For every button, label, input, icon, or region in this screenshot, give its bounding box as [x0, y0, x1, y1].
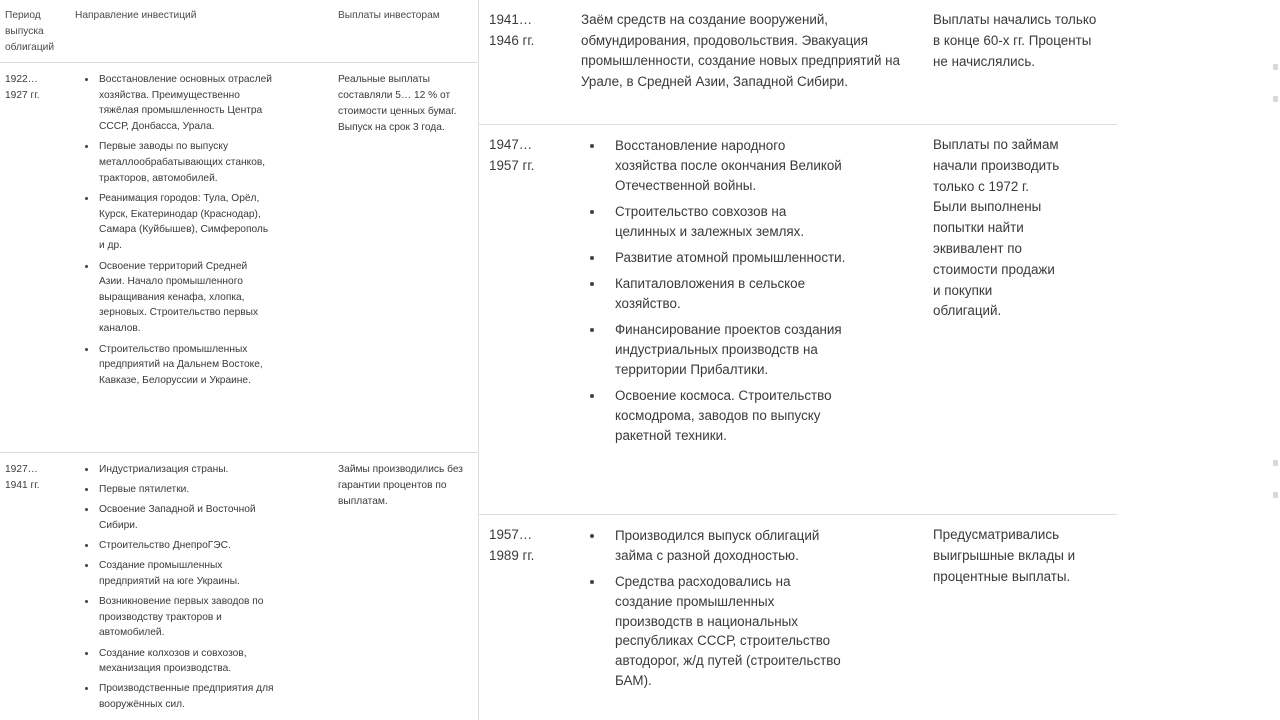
table-row	[479, 125, 1117, 515]
list-item: Строительство совхозов на целинных и залежных землях.	[586, 202, 846, 242]
table-row	[479, 0, 1117, 125]
table-header	[0, 0, 477, 63]
list-item: Реанимация городов: Тула, Орёл, Курск, Екатеринодар (Краснодар), Самара (Куйбышев), Симферополь и др.	[80, 191, 275, 253]
edge-marker	[1273, 96, 1278, 102]
list-item: Строительство промышленных предприятий на Дальнем Востоке, Кавказе, Белоруссии и Украине.	[80, 342, 275, 389]
payments-cell: Выплаты начались только в конце 60-х гг. Проценты не начислялись.	[933, 12, 1097, 69]
list-item: Индустриализация страны.	[80, 462, 275, 478]
list-item: Развитие атомной промышленности.	[586, 248, 846, 268]
period-cell: 1941… 1946 гг.	[489, 12, 535, 48]
edge-marker	[1273, 64, 1278, 70]
list-item: Восстановление народного хозяйства после окончания Великой Отечественной войны.	[586, 136, 846, 195]
period-cell: 1947… 1957 гг.	[489, 137, 535, 173]
list-item: Первые заводы по выпуску металлообрабатывающих станков, тракторов, автомобилей.	[80, 139, 275, 186]
payments-cell: Предусматривались выигрышные вклады и процентные выплаты.	[933, 527, 1076, 584]
right-bonds-table	[478, 0, 1117, 720]
list-item: Производственные предприятия для вооружённых сил.	[80, 681, 275, 712]
header-direction: Направление инвестиций	[75, 10, 197, 21]
list-item: Капиталовложения в сельское хозяйство.	[586, 274, 846, 314]
list-item: Финансирование проектов создания индустриальных производств на территории Прибалтики.	[586, 320, 846, 379]
period-cell: 1927… 1941 гг.	[5, 464, 40, 491]
payments-cell: Выплаты по займам начали производить только с 1972 г. Были выполнены попытки найти эквивалент по стоимости продажи и покупки облигаций.	[933, 137, 1060, 319]
list-item: Создание промышленных предприятий на юге Украины.	[80, 558, 275, 589]
direction-cell: Заём средств на создание вооружений, обмундирования, продовольствия. Эвакуация промышленности, создание новых предприятий на Урале, в Средней Азии, Западной Сибири.	[581, 12, 901, 89]
list-item: Средства расходовались на создание промышленных производств в национальных республиках СССР, строительство автодорог, ж/д путей (строительство БАМ).	[586, 572, 846, 691]
direction-list	[80, 72, 275, 393]
list-item: Создание колхозов и совхозов, механизация производства.	[80, 646, 275, 677]
blank-margin	[1117, 0, 1280, 720]
direction-list	[80, 462, 275, 717]
edge-marker	[1273, 460, 1278, 466]
direction-list	[586, 136, 846, 452]
list-item: Освоение космоса. Строительство космодрома, заводов по выпуску ракетной техники.	[586, 386, 846, 445]
edge-marker	[1273, 492, 1278, 498]
period-cell: 1922… 1927 гг.	[5, 74, 40, 101]
list-item: Возникновение первых заводов по производству тракторов и автомобилей.	[80, 594, 275, 641]
list-item: Освоение Западной и Восточной Сибири.	[80, 502, 275, 533]
list-item: Освоение территорий Средней Азии. Начало промышленного выращивания кенафа, хлопка, зерновых. Строительство первых каналов.	[80, 259, 275, 337]
direction-list	[586, 526, 846, 697]
list-item: Производился выпуск облигаций займа с разной доходностью.	[586, 526, 846, 566]
list-item: Строительство ДнепроГЭС.	[80, 538, 275, 554]
table-row	[479, 515, 1117, 720]
header-period: Период выпуска облигаций	[5, 10, 55, 53]
table-row	[0, 63, 477, 453]
period-cell: 1957… 1989 гг.	[489, 527, 535, 563]
left-bonds-table	[0, 0, 477, 720]
payments-cell: Реальные выплаты составляли 5… 12 % от стоимости ценных бумаг. Выпуск на срок 3 года.	[338, 74, 457, 133]
list-item: Восстановление основных отраслей хозяйства. Преимущественно тяжёлая промышленность Центра СССР, Донбасса, Урала.	[80, 72, 275, 134]
table-row	[0, 453, 477, 720]
list-item: Первые пятилетки.	[80, 482, 275, 498]
payments-cell: Займы производились без гарантии процентов по выплатам.	[338, 464, 463, 507]
header-payments: Выплаты инвесторам	[338, 10, 440, 21]
